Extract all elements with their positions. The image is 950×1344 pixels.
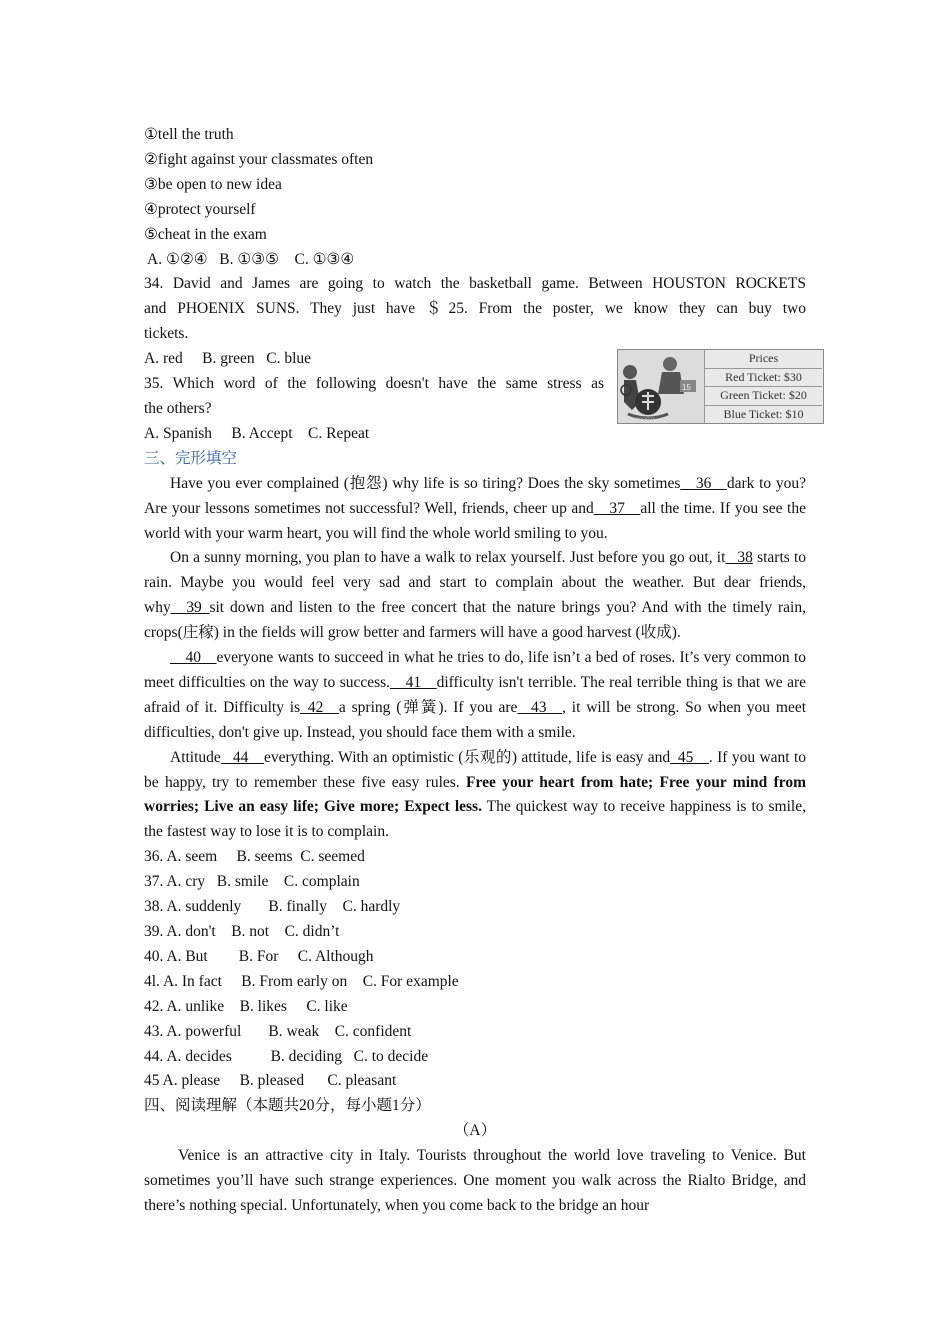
q34-line-1: 34. David and James are going to watch the basketball game. Between HOUSTON ROCKETS bbox=[144, 275, 806, 293]
q33-options: A. ①②④ B. ①③⑤ C. ①③④ bbox=[144, 250, 355, 268]
reading-passage-a: Venice is an attractive city in Italy. Tourists throughout the world love traveling to Venice. But sometimes you’ll have such strange experiences. One moment you walk across the Rialto Bridge, and there’s nothing special. Unfortunately, when you come back to the bridge an hour bbox=[144, 1147, 806, 1214]
q33-item-2: ②fight against your classmates often bbox=[144, 150, 374, 168]
text: Attitude bbox=[170, 748, 221, 766]
q35-line-1: 35. Which word of the following doesn't have the same stress as bbox=[144, 375, 604, 393]
price-green: Green Ticket: $20 bbox=[704, 387, 822, 406]
q33-item-5: ⑤cheat in the exam bbox=[144, 225, 267, 243]
q35-line-2: the others? bbox=[144, 399, 212, 417]
price-table bbox=[704, 350, 822, 423]
svg-text:15: 15 bbox=[682, 383, 691, 392]
price-blue: Blue Ticket: $10 bbox=[704, 406, 822, 424]
q33-item-3: ③be open to new idea bbox=[144, 175, 282, 193]
blank-36: __36__ bbox=[680, 474, 727, 492]
section3-title: 三、完形填空 bbox=[144, 449, 238, 467]
question-40: 40. A. But B. For C. Although bbox=[144, 947, 374, 965]
blank-43: _43__ bbox=[517, 698, 563, 716]
q35-options: A. Spanish B. Accept C. Repeat bbox=[144, 424, 370, 442]
cloze-paragraph-4 bbox=[144, 746, 806, 846]
ticket-price-poster bbox=[617, 349, 824, 424]
price-red: Red Ticket: $30 bbox=[704, 369, 822, 388]
question-37: 37. A. cry B. smile C. complain bbox=[144, 873, 360, 891]
question-42: 42. A. unlike B. likes C. like bbox=[144, 997, 348, 1015]
q34-line-3: tickets. bbox=[144, 325, 189, 343]
cloze-paragraph-1 bbox=[144, 472, 806, 547]
text: all the time. If you see the world with your warm heart, you will find the whole world smiling to you. bbox=[144, 499, 806, 542]
blank-44: _44__ bbox=[220, 748, 264, 766]
text: everyone wants to succeed in what he tries to do, life isn’t a bed of roses. It’s very common to meet difficulties on the way to success. bbox=[144, 649, 806, 691]
text: a spring (弹簧). If you are bbox=[338, 698, 518, 716]
blank-41: __41__ bbox=[390, 673, 437, 691]
cloze-passage bbox=[144, 472, 806, 846]
text: . If you want to be happy, try to remember these five easy rules. bbox=[144, 748, 806, 791]
text: difficulty isn't terrible. The real terrible thing is that we are afraid of it. Difficulty is bbox=[144, 673, 806, 716]
section4-title: 四、阅读理解（本题共20分，每小题1分） bbox=[144, 1097, 431, 1115]
blank-42: _42__ bbox=[300, 698, 339, 716]
blank-38: _38 bbox=[725, 549, 753, 567]
q34-line-2: and PHOENIX SUNS. They just have ＄25. From the poster, we know they can buy two bbox=[144, 300, 806, 318]
text: , it will be strong. So when you meet difficulties, don't give up. Instead, you should face them with a smile. bbox=[144, 698, 807, 741]
price-header: Prices bbox=[704, 350, 822, 369]
question-38: 38. A. suddenly B. finally C. hardly bbox=[144, 898, 401, 916]
section4-subtitle: （A） bbox=[453, 1122, 497, 1140]
cloze-paragraph-2 bbox=[144, 546, 806, 646]
basketball-players-image bbox=[618, 350, 704, 423]
text: dark to you? Are your lessons sometimes not successful? Well, friends, cheer up and bbox=[144, 474, 806, 517]
text: Have you ever complained (抱怨) why life is so tiring? Does the sky sometimes bbox=[170, 474, 681, 492]
question-36: 36. A. seem B. seems C. seemed bbox=[144, 848, 365, 866]
blank-45: _45__ bbox=[670, 748, 709, 766]
bold-rules: Free your heart from hate; Free your mind from worries; Live an easy life; Give more; Expect less. bbox=[144, 773, 807, 816]
text: On a sunny morning, you plan to have a walk to relax yourself. Just before you go out, it bbox=[170, 549, 726, 567]
blank-37: __37__ bbox=[593, 499, 641, 517]
text: sit down and listen to the free concert that the nature brings you? And with the timely rain, crops(庄稼) in the fields will grow better and farmers will have a good harvest (收成). bbox=[144, 599, 806, 642]
q33-item-1: ①tell the truth bbox=[144, 126, 234, 143]
text: everything. With an optimistic (乐观的) attitude, life is easy and bbox=[263, 748, 671, 766]
text: starts to rain. Maybe you would feel very sad and start to complain about the weather. But dear friends, why bbox=[144, 549, 807, 617]
logo-text: ROCKETS bbox=[636, 416, 656, 421]
question-39: 39. A. don't B. not C. didn’t bbox=[144, 923, 340, 940]
cloze-paragraph-3 bbox=[144, 646, 806, 746]
question-41: 4l. A. In fact B. From early on C. For example bbox=[144, 972, 459, 990]
document-page bbox=[144, 123, 806, 1219]
question-45: 45 A. please B. pleased C. pleasant bbox=[144, 1072, 397, 1090]
question-43: 43. A. powerful B. weak C. confident bbox=[144, 1022, 412, 1040]
blank-39: __39_ bbox=[170, 599, 210, 617]
text: The quickest way to receive happiness is to smile, the fastest way to lose it is to complain. bbox=[144, 798, 806, 841]
q34-options: A. red B. green C. blue bbox=[144, 350, 312, 368]
blank-40: __40__ bbox=[170, 649, 217, 667]
q33-item-4: ④protect yourself bbox=[144, 200, 256, 218]
question-44: 44. A. decides B. deciding C. to decide bbox=[144, 1047, 429, 1065]
